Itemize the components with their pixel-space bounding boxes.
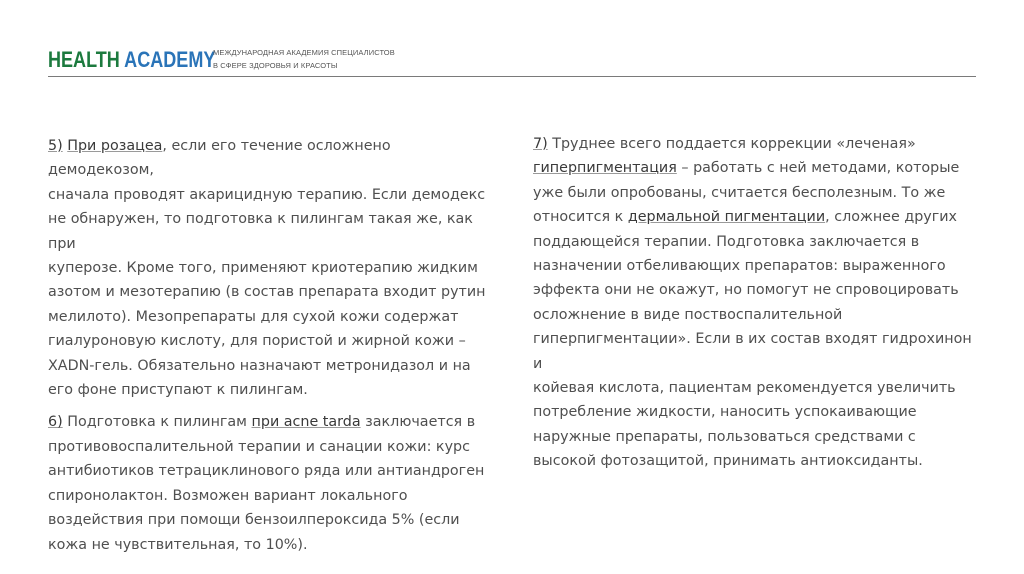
- paragraph-6-prefix: Подготовка к пилингам: [62, 414, 252, 431]
- text-line: – работать с ней методами, которые: [676, 160, 960, 177]
- text-line: высокой фотозащитой, принимать антиоксиданты.: [533, 453, 923, 470]
- text-line: потребление жидкости, наносить успокаивающие: [533, 404, 917, 421]
- text-line: противовоспалительной терапии и санации кожи: курс: [48, 438, 470, 455]
- logo-word-health: HEALTH: [48, 47, 120, 72]
- text-line: , сложнее других: [825, 209, 958, 226]
- text-line: гиперпигментации». Если в их состав входят гидрохинон и: [533, 331, 972, 372]
- text-line: мелилото). Мезопрепараты для сухой кожи содержат: [48, 308, 459, 325]
- text-line: койевая кислота, пациентам рекомендуется увеличить: [533, 380, 956, 397]
- paragraph-6-number: 6): [48, 414, 63, 431]
- paragraph-5-term: При розацеа: [67, 138, 163, 154]
- text-line: куперозе. Кроме того, применяют криотерапию жидким: [48, 260, 478, 277]
- paragraph-5: [48, 134, 488, 402]
- health-academy-logo: [48, 45, 215, 75]
- text-line: , если его течение осложнено демодекозом,: [48, 138, 391, 179]
- logo-word-academy: ACADEMY: [124, 47, 216, 72]
- text-line: поддающейся терапии. Подготовка заключается в: [533, 233, 920, 250]
- paragraph-5-number: 5): [48, 138, 63, 154]
- text-line: назначении отбеливающих препаратов: выраженного: [533, 258, 946, 275]
- text-line: Труднее всего поддается коррекции «леченая»: [547, 136, 916, 152]
- text-line: его фоне приступают к пилингам.: [48, 382, 308, 399]
- header-divider: [48, 76, 976, 77]
- tagline-line-2: В СФЕРЕ ЗДОРОВЬЯ И КРАСОТЫ: [213, 61, 338, 70]
- text-line: XADN-гель. Обязательно назначают метронидазол и на: [48, 357, 471, 374]
- paragraph-6-term: при acne tarda: [251, 414, 361, 431]
- paragraph-7: [533, 132, 978, 474]
- text-line: эффекта они не окажут, но помогут не спровоцировать: [533, 282, 959, 299]
- text-line: азотом и мезотерапию (в состав препарата входит рутин: [48, 284, 486, 301]
- text-line: кожа не чувствительная, то 10%).: [48, 536, 308, 553]
- text-line: заключается в: [360, 414, 476, 431]
- right-column: [533, 132, 978, 474]
- text-line: спиронолактон. Возможен вариант локального: [48, 487, 408, 504]
- tagline-line-1: МЕЖДУНАРОДНАЯ АКАДЕМИЯ СПЕЦИАЛИСТОВ: [213, 48, 395, 57]
- text-line: не обнаружен, то подготовка к пилингам такая же, как при: [48, 211, 473, 252]
- paragraph-6: [48, 410, 488, 556]
- paragraph-7-term-hyperpigmentation: гиперпигментация: [533, 160, 677, 177]
- left-column: [48, 134, 488, 557]
- paragraph-7-number: 7): [533, 136, 548, 152]
- text-line: воздействия при помощи бензоилпероксида 5% (если: [48, 512, 460, 529]
- text-line: относится к: [533, 209, 628, 226]
- academy-tagline: [213, 46, 395, 72]
- text-line: наружные препараты, пользоваться средствами с: [533, 428, 916, 445]
- text-line: антибиотиков тетрациклинового ряда или антиандроген: [48, 463, 485, 480]
- text-line: уже были опробованы, считается бесполезным. То же: [533, 184, 946, 201]
- text-line: сначала проводят акарицидную терапию. Если демодекс: [48, 186, 486, 203]
- text-line: гиалуроновую кислоту, для пористой и жирной кожи –: [48, 333, 466, 350]
- text-line: осложнение в виде поствоспалительной: [533, 306, 843, 323]
- paragraph-7-term-dermal-pigmentation: дермальной пигментации: [627, 209, 826, 226]
